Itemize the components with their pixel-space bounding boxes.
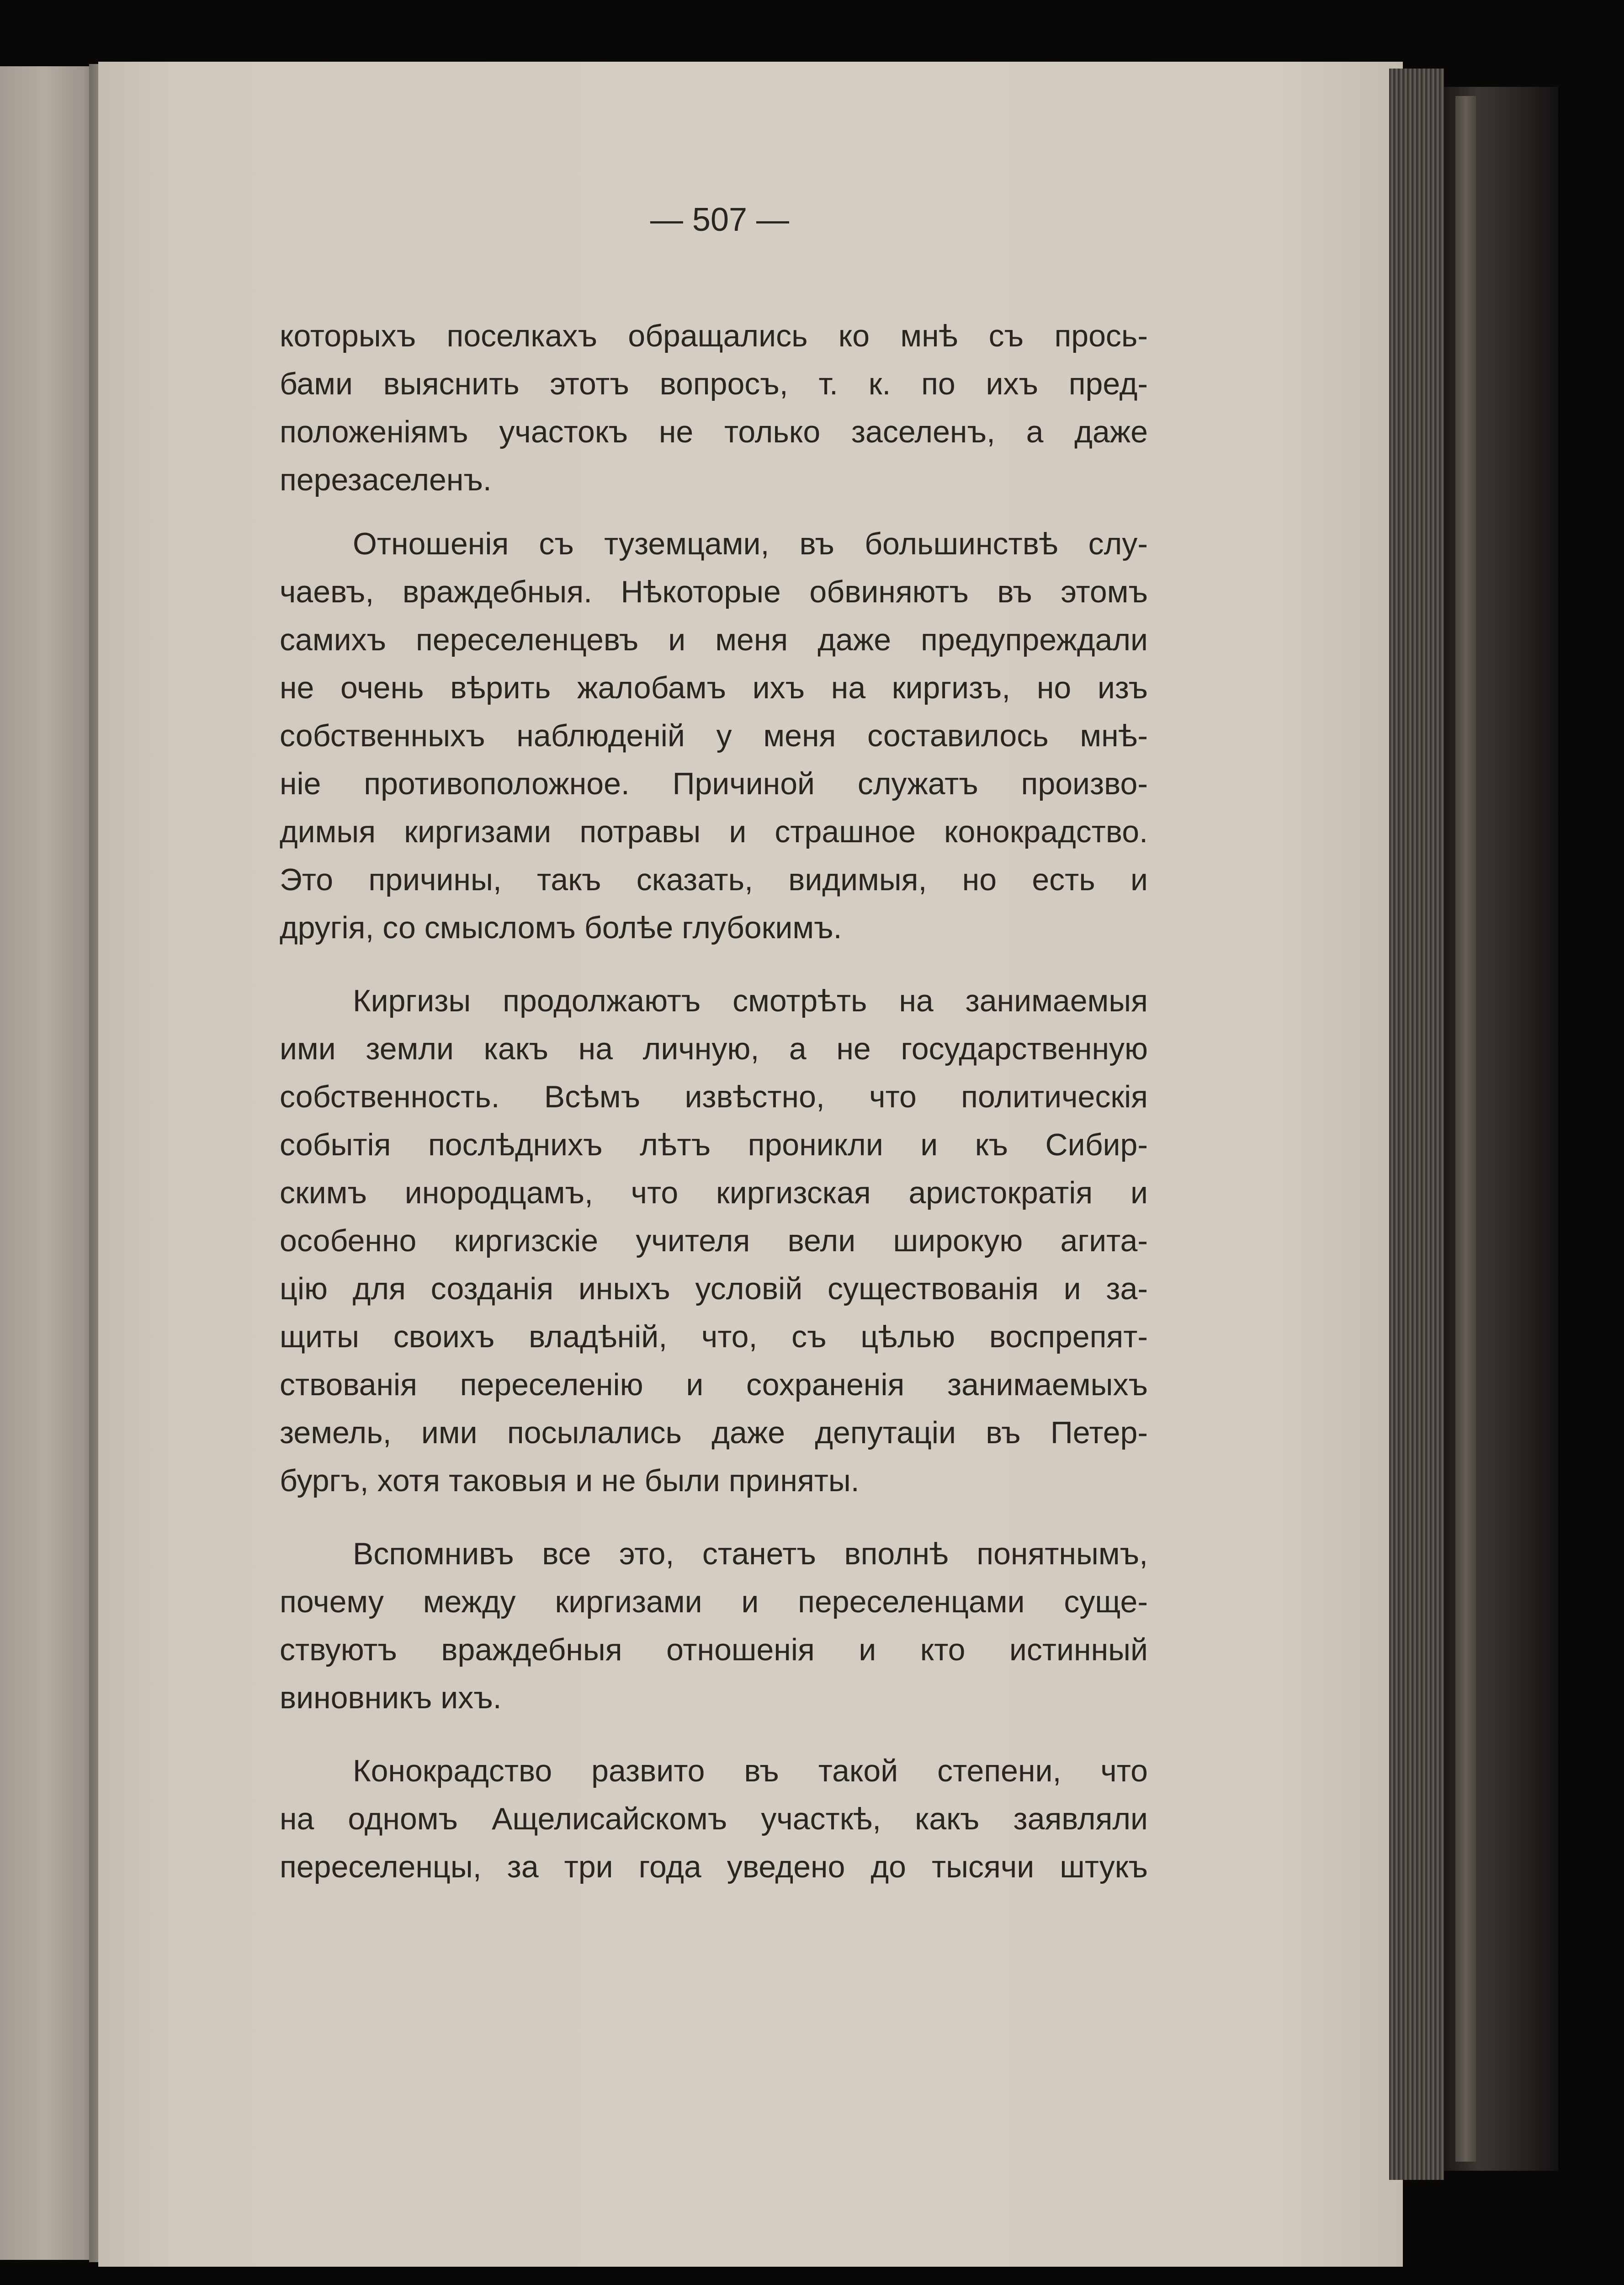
text-line: самихъ переселенцевъ и меня даже предупреждали <box>280 622 1148 657</box>
text-line: ими земли какъ на личную, а не государственную <box>280 1031 1148 1066</box>
text-line: почему между киргизами и переселенцами суще- <box>280 1584 1148 1619</box>
text-line: бами выяснить этотъ вопросъ, т. к. по ихъ пред- <box>280 367 1148 401</box>
text-line: ствуютъ враждебныя отношенія и кто истинный <box>280 1632 1148 1667</box>
text-line: Отношенія съ туземцами, въ большинствѣ слу- <box>353 526 1148 561</box>
text-line: Вспомнивъ все это, станетъ вполнѣ понятнымъ, <box>353 1536 1148 1571</box>
page-block-edges <box>1389 69 1444 2180</box>
text-line: чаевъ, враждебныя. Нѣкоторые обвиняютъ въ этомъ <box>280 574 1148 609</box>
text-line: которыхъ поселкахъ обращались ко мнѣ съ прось- <box>280 319 1148 353</box>
text-line: Киргизы продолжаютъ смотрѣть на занимаемыя <box>353 983 1148 1018</box>
text-line: собственныхъ наблюденій у меня составилось мнѣ- <box>280 718 1148 753</box>
text-line: положеніямъ участокъ не только заселенъ, а даже <box>280 414 1148 449</box>
text-line: переселенцы, за три года уведено до тысячи штукъ <box>280 1849 1148 1884</box>
text-line: другія, со смысломъ болѣе глубокимъ. <box>280 910 842 945</box>
text-line: виновникъ ихъ. <box>280 1680 502 1715</box>
text-line: собственность. Всѣмъ извѣстно, что политическія <box>280 1079 1148 1114</box>
text-line: земель, ими посылались даже депутаціи въ Петер- <box>280 1415 1148 1450</box>
text-line: димыя киргизами потравы и страшное конокрадство. <box>280 814 1148 849</box>
text-line: Конокрадство развито въ такой степени, что <box>353 1754 1148 1788</box>
text-line: скимъ инородцамъ, что киргизская аристократія и <box>280 1175 1148 1210</box>
text-line: особенно киргизскіе учителя вели широкую агита- <box>280 1223 1148 1258</box>
text-line: ствованія переселенію и сохраненія занимаемыхъ <box>280 1367 1148 1402</box>
page-number: — 507 — <box>650 202 790 238</box>
text-line: Это причины, такъ сказать, видимыя, но есть и <box>280 862 1148 897</box>
book-cover-edge <box>1455 96 1476 2162</box>
text-line: перезаселенъ. <box>280 462 492 497</box>
left-page-edge <box>0 66 98 2260</box>
text-line: цію для созданія иныхъ условій существованія и за- <box>280 1271 1148 1306</box>
text-line: бургъ, хотя таковыя и не были приняты. <box>280 1463 860 1498</box>
text-line: щиты своихъ владѣній, что, съ цѣлью воспрепят- <box>280 1319 1148 1354</box>
text-line: ніе противоположное. Причиной служатъ произво- <box>280 766 1148 801</box>
text-line: на одномъ Ащелисайскомъ участкѣ, какъ заявляли <box>280 1801 1148 1836</box>
text-line: событія послѣднихъ лѣтъ проникли и къ Сибир- <box>280 1127 1148 1162</box>
text-line: не очень вѣрить жалобамъ ихъ на киргизъ, но изъ <box>280 670 1148 705</box>
